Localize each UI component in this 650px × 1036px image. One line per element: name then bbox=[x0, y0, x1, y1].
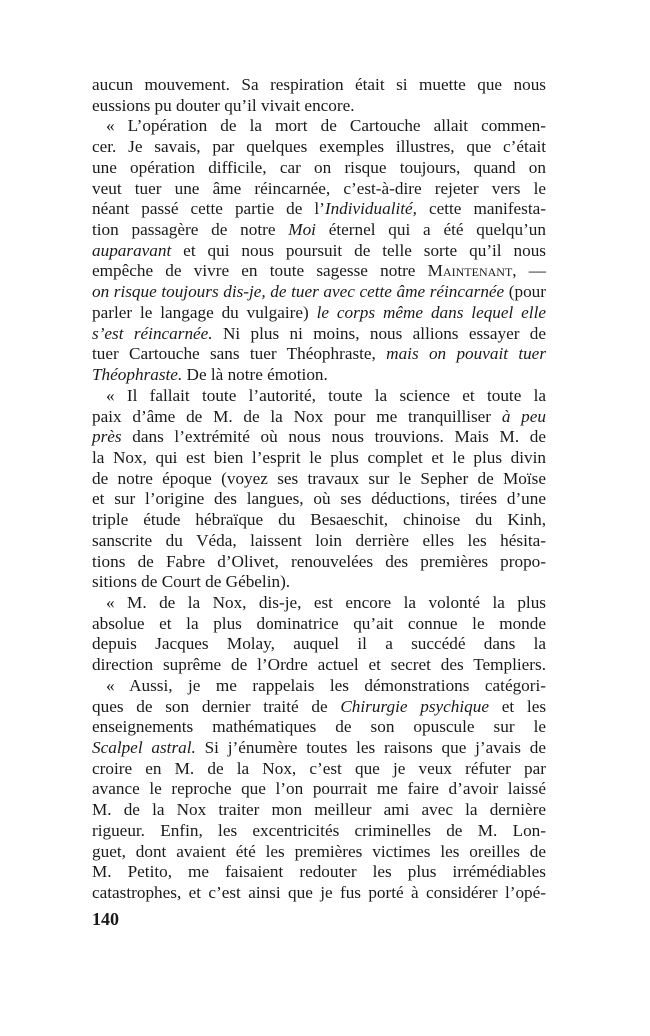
text-segment: néant passé cette partie de l’ bbox=[92, 199, 325, 219]
text-segment: empêche de vivre en toute sagesse notre bbox=[92, 261, 428, 281]
text-line bbox=[92, 220, 546, 241]
text-line bbox=[92, 241, 546, 262]
text-line bbox=[92, 344, 546, 365]
text-segment: tion passagère de notre bbox=[92, 220, 289, 240]
text-segment: enseignements mathématiques de son opuscule sur le bbox=[92, 717, 546, 737]
italic-text: auparavant bbox=[92, 240, 172, 260]
text-segment: « Aussi, je me rappelais les démonstrations catégori- bbox=[106, 675, 546, 695]
text-segment: rigueur. Enfin, les excentricités criminelles de M. Lon- bbox=[92, 820, 546, 840]
text-segment: triple étude hébraïque du Besaeschit, chinoise du Kinh, bbox=[92, 510, 546, 530]
text-segment: direction suprême de l’Ordre actuel et secret des Templiers. bbox=[92, 655, 546, 675]
text-segment: croire en M. de la Nox, c’est que je veux réfuter par bbox=[92, 758, 546, 778]
text-line bbox=[92, 489, 546, 510]
text-segment: absolue et la plus dominatrice qu’ait connue le monde bbox=[92, 613, 546, 633]
text-line bbox=[92, 572, 546, 593]
text-segment: ques de son dernier traité de bbox=[92, 696, 341, 716]
text-line bbox=[92, 199, 546, 220]
text-line bbox=[92, 282, 546, 303]
text-segment: M. de la Nox traiter mon meilleur ami avec la dernière bbox=[92, 800, 546, 820]
italic-text: à peu bbox=[501, 406, 546, 426]
text-segment: catastrophes, et c’est ainsi que je fus porté à considérer l’opé- bbox=[92, 883, 546, 903]
text-segment: , — bbox=[512, 261, 546, 281]
text-line bbox=[92, 365, 546, 386]
text-line bbox=[92, 469, 546, 490]
italic-text: s’est réincarnée. bbox=[92, 323, 213, 343]
text-segment: et les bbox=[489, 696, 547, 716]
text-line bbox=[92, 427, 546, 448]
text-line bbox=[92, 510, 546, 531]
text-segment: depuis Jacques Molay, auquel il a succédé dans la bbox=[92, 634, 546, 654]
text-line bbox=[92, 179, 546, 200]
text-segment: De là notre émotion. bbox=[182, 365, 328, 385]
text-line bbox=[92, 697, 546, 718]
text-line bbox=[92, 862, 546, 883]
text-segment: cette manifesta- bbox=[416, 199, 546, 219]
text-segment: eussions pu douter qu’il vivait encore. bbox=[92, 95, 355, 115]
text-line bbox=[92, 407, 546, 428]
text-segment: et qui nous poursuit de telle sorte qu’il nous bbox=[171, 240, 546, 260]
text-segment: M. Petito, me faisaient redouter les plus irrémédiables bbox=[92, 862, 546, 882]
italic-text: Individualité, bbox=[324, 199, 417, 219]
text-line bbox=[92, 324, 546, 345]
text-line bbox=[92, 759, 546, 780]
text-line bbox=[92, 75, 546, 96]
text-segment: dans l’extrémité où nous nous trouvions. Mais M. de bbox=[121, 427, 546, 447]
italic-text: mais on pouvait tuer bbox=[386, 344, 547, 364]
text-segment: tuer Cartouche sans tuer Théophraste, bbox=[92, 344, 387, 364]
italic-text: on risque toujours dis-je, de tuer avec cette âme réincarnée bbox=[92, 282, 505, 302]
text-segment: Si j’énumère toutes les raisons que j’avais de bbox=[195, 738, 546, 757]
text-line bbox=[92, 158, 546, 179]
small-caps-text: Maintenant bbox=[427, 261, 513, 281]
body-text bbox=[92, 75, 546, 904]
text-segment: « Il fallait toute l’autorité, toute la science et toute la bbox=[106, 385, 546, 405]
italic-text: Théophraste. bbox=[92, 365, 183, 385]
text-line bbox=[92, 655, 546, 676]
text-line bbox=[92, 137, 546, 158]
text-segment: « L’opération de la mort de Cartouche allait commen- bbox=[106, 116, 546, 136]
text-segment: cer. Je savais, par quelques exemples illustres, que c’était bbox=[92, 137, 546, 157]
text-segment: paix d’âme de M. de la Nox pour me tranquilliser bbox=[92, 406, 502, 426]
text-segment: une opération difficile, car on risque toujours, quand on bbox=[92, 157, 546, 177]
text-line bbox=[92, 531, 546, 552]
text-segment: parler le langage du vulgaire) bbox=[92, 302, 317, 322]
text-line bbox=[92, 800, 546, 821]
text-line bbox=[92, 717, 546, 738]
text-segment: la Nox, qui est bien l’esprit le plus complet et le plus divin bbox=[92, 447, 546, 467]
text-segment: aucun mouvement. Sa respiration était si muette que nous bbox=[92, 75, 546, 94]
italic-text: Chirurgie psychique bbox=[340, 696, 489, 716]
italic-text: Moi bbox=[288, 220, 316, 240]
italic-text: près bbox=[92, 427, 122, 447]
text-segment: tions de Fabre d’Olivet, renouvelées des premières propo- bbox=[92, 551, 546, 571]
text-segment: éternel qui a été quelqu’un bbox=[315, 220, 546, 240]
text-line bbox=[92, 676, 546, 697]
page-number: 140 bbox=[92, 909, 119, 929]
text-line bbox=[92, 303, 546, 324]
text-line bbox=[92, 386, 546, 407]
text-line bbox=[92, 448, 546, 469]
text-line bbox=[92, 883, 546, 904]
text-line bbox=[92, 96, 546, 117]
text-segment: « M. de la Nox, dis-je, est encore la volonté la plus bbox=[106, 592, 546, 612]
italic-text: Scalpel astral. bbox=[92, 738, 196, 757]
italic-text: le corps même dans lequel elle bbox=[316, 302, 546, 322]
text-line bbox=[92, 779, 546, 800]
text-line bbox=[92, 614, 546, 635]
text-line bbox=[92, 116, 546, 137]
text-line bbox=[92, 593, 546, 614]
text-segment: sitions de Court de Gébelin). bbox=[92, 572, 291, 592]
text-line bbox=[92, 842, 546, 863]
text-segment: et sur l’origine des langues, où ses déductions, tirées d’une bbox=[92, 489, 546, 509]
text-segment: Ni plus ni moins, nous allions essayer de bbox=[212, 323, 546, 343]
text-line bbox=[92, 821, 546, 842]
text-segment: sanscrite du Véda, laissent loin derrière elles les hésita- bbox=[92, 530, 546, 550]
text-segment: guet, dont avaient été les premières victimes les oreilles de bbox=[92, 841, 546, 861]
text-line bbox=[92, 261, 546, 282]
text-segment: de notre époque (voyez ses travaux sur le Sepher de Moïse bbox=[92, 468, 546, 488]
text-line bbox=[92, 738, 546, 759]
text-segment: avance le reproche que l’on pourrait me faire d’avoir laissé bbox=[92, 779, 546, 799]
text-segment: (pour bbox=[504, 282, 546, 302]
text-line bbox=[92, 634, 546, 655]
text-line bbox=[92, 552, 546, 573]
text-segment: veut tuer une âme réincarnée, c’est-à-dire rejeter vers le bbox=[92, 178, 546, 198]
